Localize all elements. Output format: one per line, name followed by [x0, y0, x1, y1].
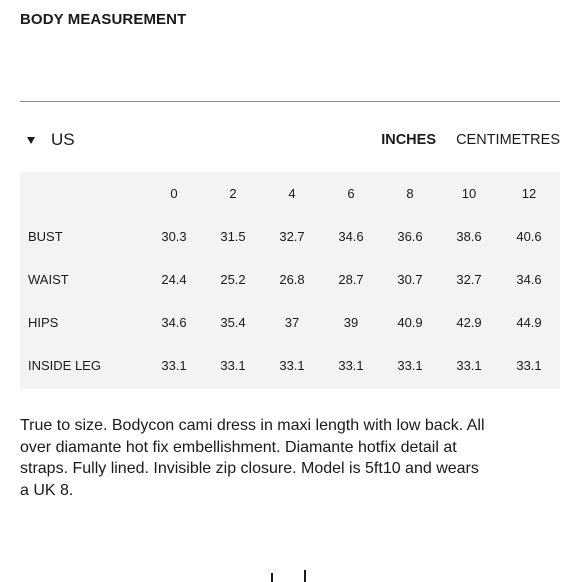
section-divider [20, 101, 560, 102]
table-cell: 32.7 [456, 272, 482, 287]
size-header-cell: 6 [347, 186, 355, 201]
table-cell: 33.1 [220, 358, 246, 373]
size-header-cell: 4 [288, 186, 296, 201]
size-header-row [20, 172, 560, 215]
table-cell: 38.6 [456, 229, 482, 244]
table-cell: 40.9 [397, 315, 423, 330]
row-label: WAIST [28, 272, 69, 287]
table-cell: 37 [284, 315, 300, 330]
table-row-inside-leg [20, 344, 560, 387]
size-header-cell: 12 [521, 186, 537, 201]
table-cell: 31.5 [220, 229, 246, 244]
table-cell: 32.7 [279, 229, 305, 244]
table-cell: 42.9 [456, 315, 482, 330]
table-cell: 33.1 [516, 358, 542, 373]
table-cell: 40.6 [516, 229, 542, 244]
product-description: True to size. Bodycon cami dress in maxi length with low back. All over diamante hot fix embellishment. Diamante hotfix detail at straps. Fully lined. Invisible zip closure. Model is 5ft10 and wears a UK 8. [20, 417, 485, 499]
table-cell: 35.4 [220, 315, 246, 330]
row-label: INSIDE LEG [28, 358, 101, 373]
table-cell: 33.1 [279, 358, 305, 373]
size-header-cell: 10 [461, 186, 477, 201]
size-header-cell: 8 [406, 186, 414, 201]
row-label: HIPS [28, 315, 59, 330]
table-cell: 34.6 [338, 229, 364, 244]
size-header-cell: 2 [229, 186, 237, 201]
measurement-controls [20, 128, 560, 152]
table-cell: 26.8 [279, 272, 305, 287]
table-row-waist [20, 258, 560, 301]
table-cell: 36.6 [397, 229, 423, 244]
table-cell: 34.6 [516, 272, 542, 287]
table-cell: 30.3 [161, 229, 187, 244]
table-cell: 25.2 [220, 272, 246, 287]
caret-down-icon [27, 137, 35, 144]
table-row-bust [20, 215, 560, 258]
row-label: BUST [28, 229, 63, 244]
table-cell: 39 [343, 315, 359, 330]
brand-mark-icon [268, 570, 308, 582]
table-cell: 24.4 [161, 272, 187, 287]
page-title: BODY MEASUREMENT [20, 11, 187, 28]
region-label: US [51, 130, 75, 149]
table-cell: 33.1 [161, 358, 187, 373]
region-selector[interactable] [20, 128, 75, 152]
table-cell: 33.1 [397, 358, 423, 373]
size-chart-table [20, 172, 560, 389]
table-cell: 33.1 [456, 358, 482, 373]
table-cell: 33.1 [338, 358, 364, 373]
unit-inches-toggle[interactable]: INCHES [381, 132, 436, 148]
size-header-cell: 0 [170, 186, 178, 201]
table-row-hips [20, 301, 560, 344]
table-cell: 44.9 [516, 315, 542, 330]
table-cell: 30.7 [397, 272, 423, 287]
unit-centimetres-toggle[interactable]: CENTIMETRES [456, 132, 560, 148]
table-cell: 28.7 [338, 272, 364, 287]
table-cell: 34.6 [161, 315, 187, 330]
